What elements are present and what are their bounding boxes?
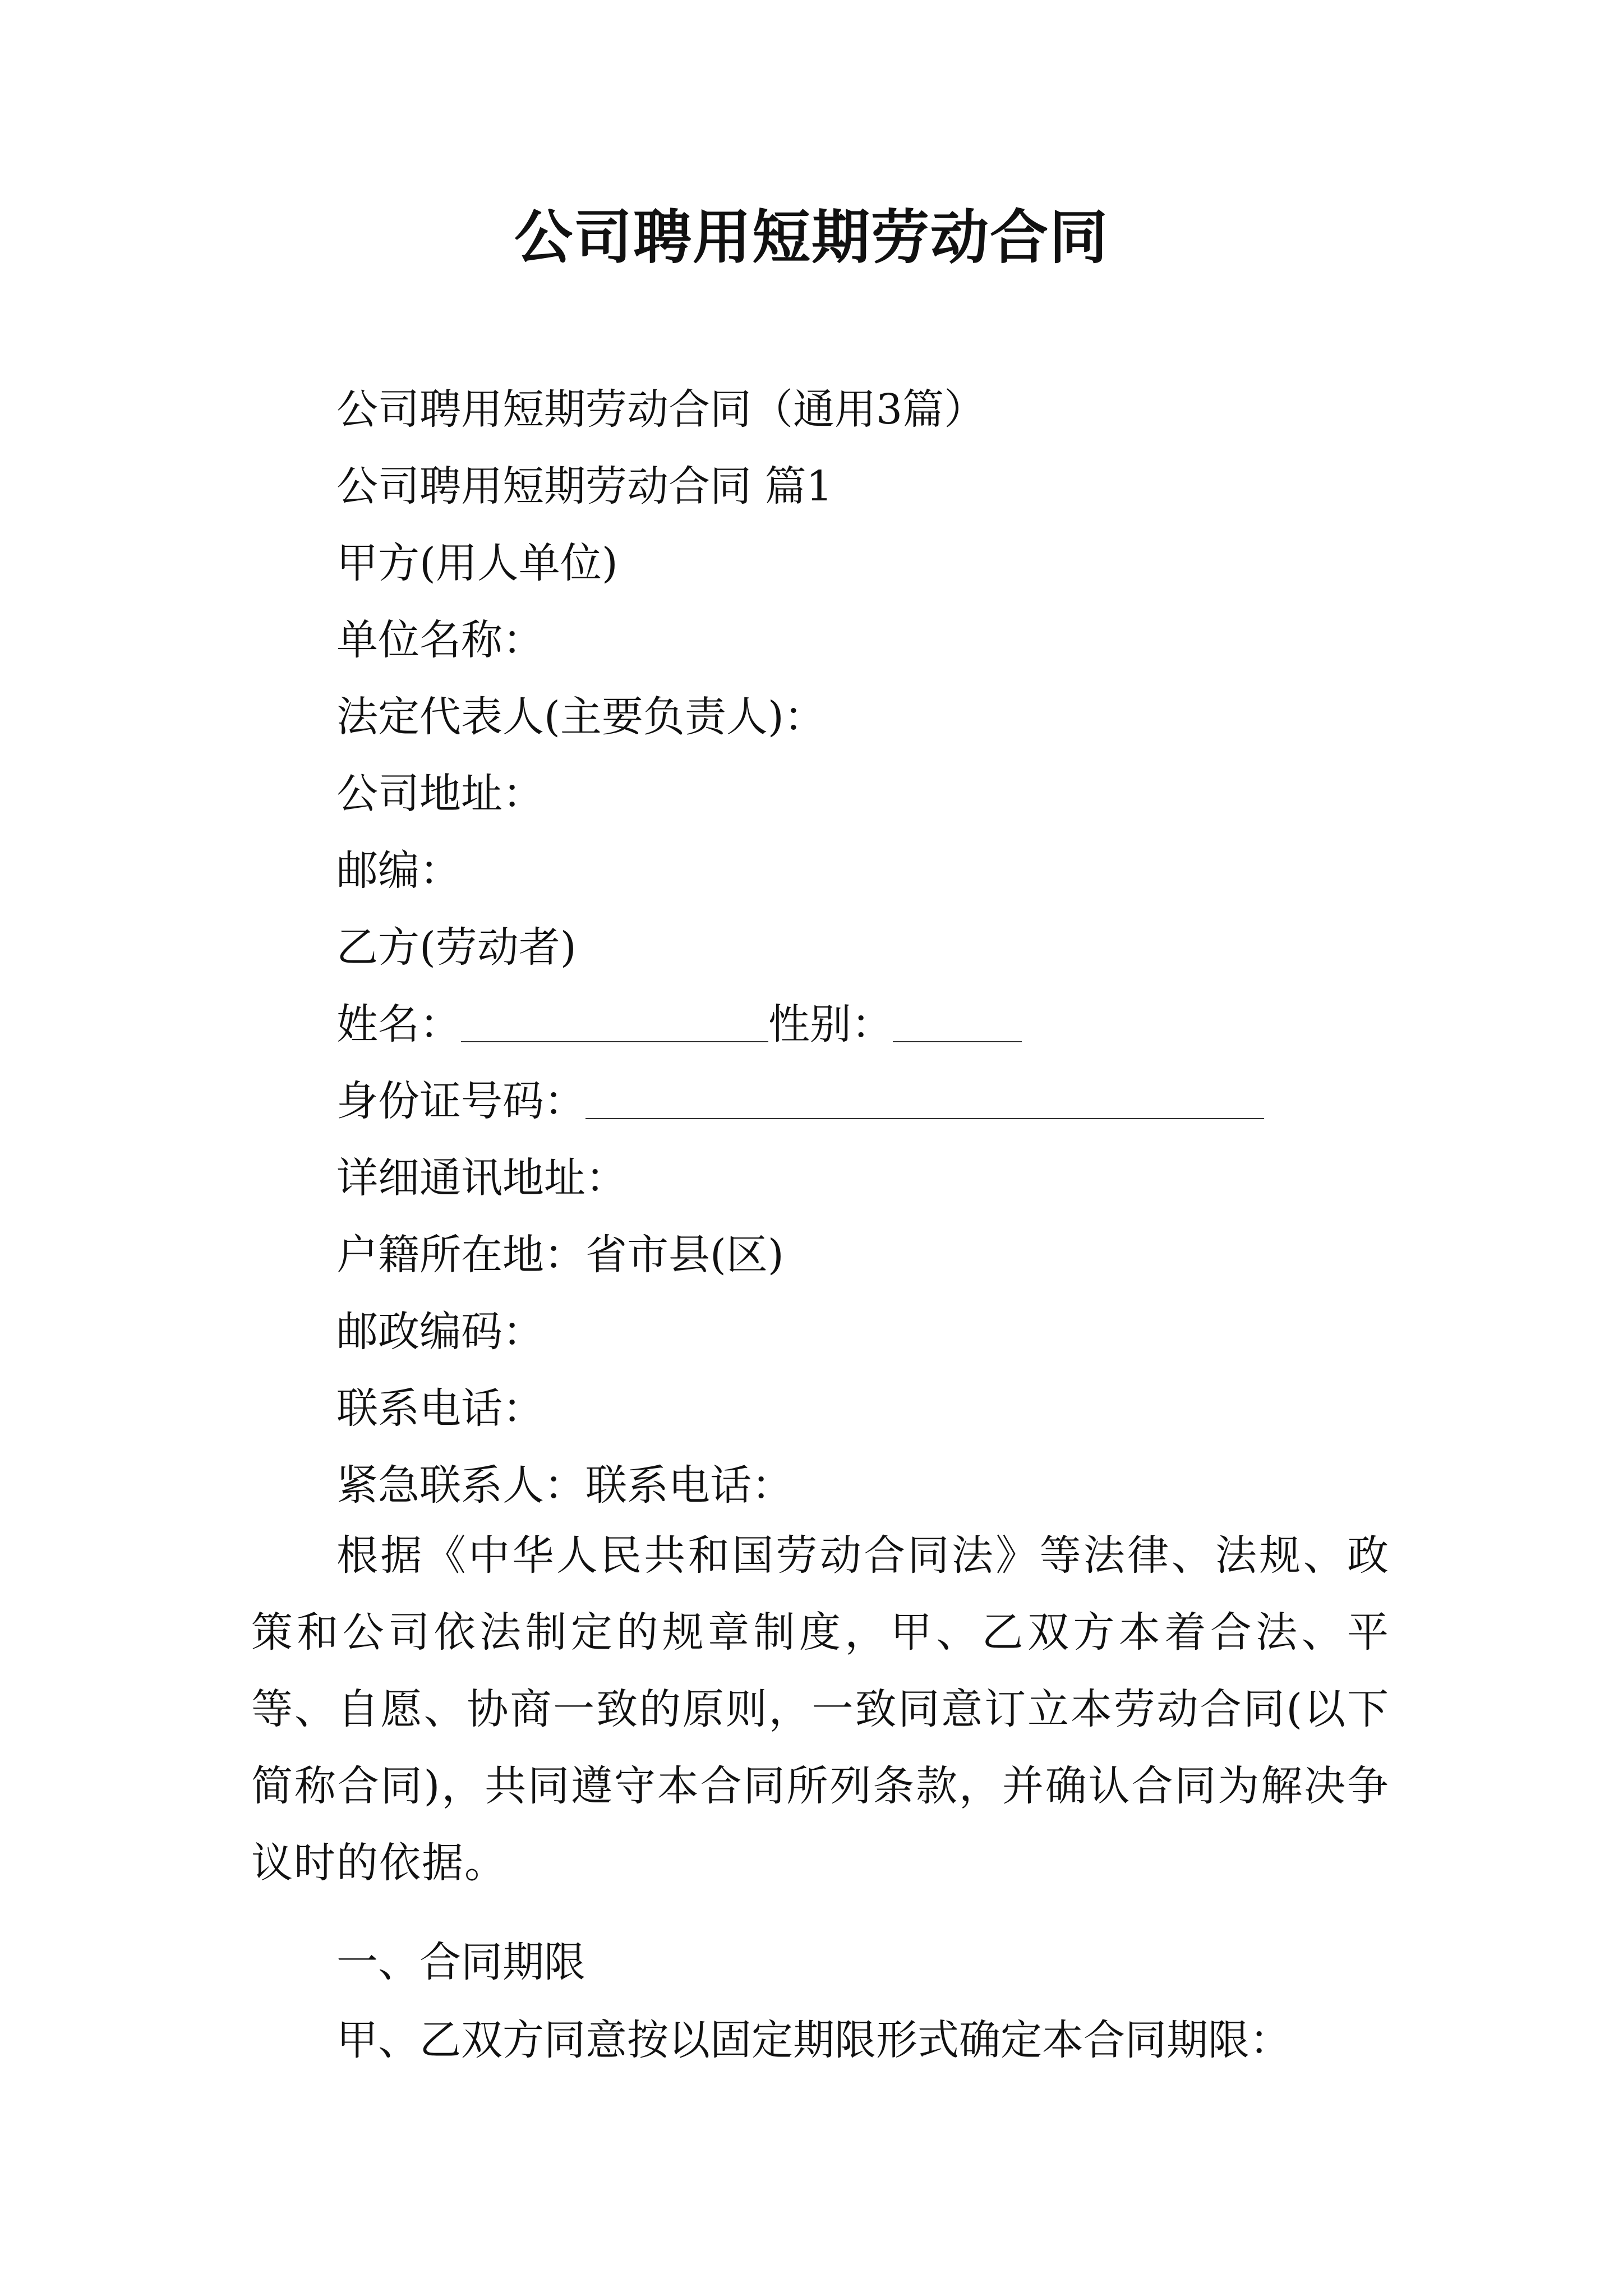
gender-blank-line (893, 996, 1022, 1042)
id-number-label: 身份证号码： (336, 1077, 585, 1125)
preamble-paragraph: 根据《中华人民共和国劳动合同法》等法律、法规、政策和公司依法制定的规章制度，甲、乙双方本着合法、平等、自愿、协商一致的原则，一致同意订立本劳动合同(以下简称合同)，共同遵守本合同所列条款，并确认合同为解决争议时的依据。 (251, 1531, 1390, 1887)
document-subtitle: 公司聘用短期劳动合同（通用3篇） (336, 385, 986, 434)
id-number-blank-line (585, 1073, 1264, 1119)
phone-label: 联系电话： (336, 1384, 544, 1433)
postcode-label: 邮编： (336, 846, 461, 895)
emergency-contact-label: 紧急联系人：联系电话： (336, 1461, 793, 1510)
gender-label: 性别： (768, 1000, 893, 1048)
company-address-label: 公司地址： (336, 770, 544, 818)
legal-rep-label: 法定代表人(主要负责人)： (336, 693, 826, 741)
party-b-heading: 乙方(劳动者) (336, 923, 577, 972)
household-registration-label: 户籍所在地：省市县(区) (336, 1231, 784, 1279)
unit-name-label: 单位名称： (336, 616, 544, 664)
document-title: 公司聘用短期劳动合同 (514, 203, 1109, 272)
mailing-address-label: 详细通讯地址： (336, 1154, 627, 1202)
name-blank-line (461, 996, 768, 1042)
id-number-row (336, 1073, 1264, 1129)
party-a-heading: 甲方(用人单位) (336, 539, 618, 587)
article-heading: 公司聘用短期劳动合同 篇1 (336, 462, 833, 510)
postal-code-label: 邮政编码： (336, 1308, 544, 1356)
name-label: 姓名： (336, 1000, 461, 1048)
section-1-heading: 一、合同期限 (336, 1938, 585, 1986)
section-1-text: 甲、乙双方同意按以固定期限形式确定本合同期限： (336, 2016, 1291, 2064)
name-gender-row (336, 996, 1022, 1052)
